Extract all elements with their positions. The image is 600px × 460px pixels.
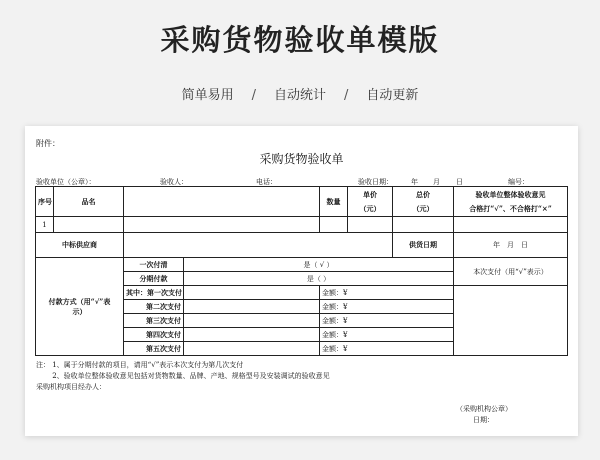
unit-price-label: 单价 [363,189,377,199]
header-unit-price [348,187,393,217]
payment-3-amount[interactable]: 金额：¥ [320,314,454,328]
sign-date-label: 日期： [473,416,494,424]
receiver-label: 验收人： [160,178,188,186]
opinion-sub: 合格打“√”、不合格打“×” [469,203,552,213]
acceptance-table [35,186,568,356]
agency-stamp-label: （采购机构公章） [456,405,512,413]
note-1: 注： 1、属于分期付款的项目，请用“√”表示本次支付为第几次支付 [36,361,244,369]
year-label: 年 [411,178,418,186]
form-card [25,126,578,436]
phone-label: 电话： [256,178,277,186]
row-qty[interactable] [320,217,348,233]
row-blank[interactable] [124,217,320,233]
form-title: 采购货物验收单 [259,152,344,166]
header-name: 品名 [54,187,124,217]
one-time-label: 一次付清 [124,258,184,272]
payment-5-amount[interactable]: 金额：¥ [320,342,454,356]
this-payment-blank[interactable] [454,286,568,356]
payment-4-blank [184,328,320,342]
row-seq: 1 [36,217,54,233]
serial-label: 编号： [508,178,529,186]
payment-1-label: 其中：第一次支付 [124,286,184,300]
month-label: 月 [433,178,440,186]
header-total [393,187,454,217]
payment-2-blank [184,300,320,314]
supply-date-value[interactable]: 年 月 日 [454,233,568,258]
row-unit-price[interactable] [348,217,393,233]
payment-4-label: 第四次支付 [124,328,184,342]
payment-1-amount[interactable]: 金额：¥ [320,286,454,300]
header-qty: 数量 [320,187,348,217]
supply-date-label: 供货日期 [393,233,454,258]
payment-1-blank [184,286,320,300]
supplier-label: 中标供应商 [36,233,124,258]
feature-easy: 简单易用 [181,88,234,103]
total-label: 总价 [416,189,430,199]
separator: / [251,88,256,103]
notes [36,360,330,393]
payment-3-blank [184,314,320,328]
payment-5-label: 第五次支付 [124,342,184,356]
handler-label: 采购机构项目经办人： [36,383,106,391]
supplier-value[interactable] [124,233,393,258]
payment-4-amount[interactable]: 金额：¥ [320,328,454,342]
payment-5-blank [184,342,320,356]
note-2: 2、验收单位整体验收意见包括对货物数量、品牌、产地、规格型号及安装调试的验收意见 [36,372,330,380]
feature-auto-update: 自动更新 [366,88,419,103]
total-sub: （元） [412,203,434,213]
payment-2-amount[interactable]: 金额：¥ [320,300,454,314]
unit-price-sub: （元） [359,203,381,213]
header-blank [124,187,320,217]
installment-label: 分期付款 [124,272,184,286]
one-time-value[interactable]: 是（ √ ） [184,258,454,272]
row-name[interactable] [54,217,124,233]
day-label: 日 [456,178,463,186]
feature-auto-stats: 自动统计 [273,88,326,103]
separator: / [344,88,349,103]
date-label: 验收日期： [358,178,393,186]
page-title: 采购货物验收单模版 [160,23,440,57]
payment-3-label: 第三次支付 [124,314,184,328]
header-seq: 序号 [36,187,54,217]
header-opinion [454,187,568,217]
payment-method-label: 付款方式（用“√”表示） [36,258,124,356]
payment-2-label: 第二次支付 [124,300,184,314]
row-total[interactable] [393,217,454,233]
row-opinion[interactable] [454,217,568,233]
attachment-label: 附件： [36,139,60,148]
feature-list [0,84,600,103]
opinion-label: 验收单位整体验收意见 [475,189,546,199]
installment-value[interactable]: 是（ ） [184,272,454,286]
this-payment-label: 本次支付（用“√”表示） [454,258,568,286]
unit-label: 验收单位（公章）： [36,178,96,186]
